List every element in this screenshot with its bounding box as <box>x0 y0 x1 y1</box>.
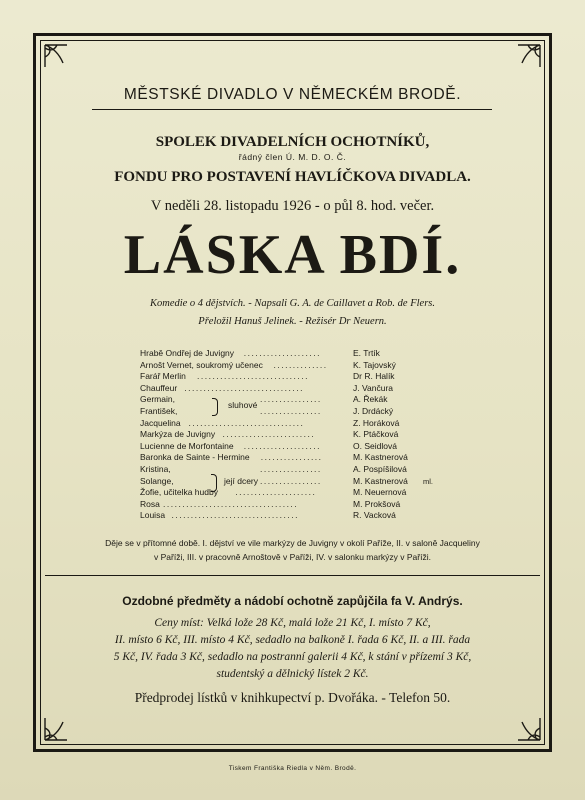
servants-brace <box>212 398 218 416</box>
corner-ornament-icon <box>43 43 69 69</box>
corner-ornament-icon <box>516 43 542 69</box>
cast-actor: Z. Horáková <box>353 417 400 428</box>
credits-authors: Komedie o 4 dějstvích. - Napsali G. A. de Caillavet a Rob. de Flers. <box>149 298 435 309</box>
cast-actor: M. Kastnerová <box>353 475 408 486</box>
play-title: LÁSKA BDÍ. <box>123 224 462 286</box>
cast-leader-dots: ................ <box>260 406 322 416</box>
cast-role: Žofie, učitelka hudby <box>140 487 218 498</box>
daughters-group-label: její dcery <box>224 476 259 486</box>
cast-role: Solange, <box>140 475 174 486</box>
cast-leader-dots: ............................. <box>197 371 309 382</box>
cast-actor: M. Prokšová <box>353 498 401 509</box>
cast-actor: A. Pospíšilová <box>353 464 407 474</box>
cast-actor: K. Ptáčková <box>353 429 399 440</box>
theatre-underline <box>92 109 492 110</box>
servants-group-label: sluhové <box>228 400 258 410</box>
cast-actor: J. Vančura <box>353 382 394 393</box>
cast-actor-note: ml. <box>423 476 433 486</box>
cast-leader-dots: ................ <box>260 394 322 405</box>
theatre-name: MĚSTSKÉ DIVADLO V NĚMECKÉM BRODĚ. <box>123 86 462 103</box>
price-line-3: 5 Kč, IV. řada 3 Kč, sedadlo na postranní galerii 4 Kč, k stání v přízemí 3 Kč, <box>113 651 472 663</box>
corner-ornament-icon <box>43 716 69 742</box>
cast-actor: K. Tajovský <box>353 359 396 370</box>
printer-credit: Tiskem Františka Riedla v Něm. Brodě. <box>228 765 357 772</box>
price-line-1: Ceny míst: Velká lože 28 Kč, malá lože 21 Kč, I. místo 7 Kč, <box>154 617 431 629</box>
price-line-2: II. místo 6 Kč, III. místo 4 Kč, sedadlo na balkoně I. řada 6 Kč, II. a III. řada <box>114 634 471 646</box>
price-line-4: studentský a dělnický lístek 2 Kč. <box>216 668 369 680</box>
cast-leader-dots: .................... <box>243 348 321 358</box>
cast-role: Baronka de Sainte - Hermine <box>140 452 250 463</box>
cast-role: Lucienne de Morfontaine <box>140 440 234 451</box>
cast-actor: A. Řekák <box>353 394 388 405</box>
props-credit: Ozdobné předměty a nádobí ochotně zapůjčila fa V. Andrýs. <box>122 594 463 608</box>
presale-info: Předprodej lístků v knihkupectví p. Dvořáka. - Telefon 50. <box>134 690 451 705</box>
cast-role: Markýza de Juvigny <box>140 429 216 440</box>
cast-leader-dots: ................................. <box>171 510 299 521</box>
cast-role: Rosa <box>140 498 160 509</box>
cast-role: Hrabě Ondřej de Juvigny <box>140 348 235 358</box>
cast-leader-dots: ........................ <box>222 429 316 440</box>
cast-role: Louisa <box>140 510 166 521</box>
cast-leader-dots: ................ <box>260 464 322 474</box>
cast-role: Chauffeur <box>140 382 178 393</box>
cast-leader-dots: .............................. <box>188 417 305 428</box>
cast-leader-dots: ................................... <box>163 498 299 509</box>
cast-actor: E. Trtík <box>353 348 380 358</box>
cast-leader-dots: ................ <box>260 475 322 486</box>
cast-role: Farář Merlin <box>140 371 186 382</box>
cast-actor: Dr R. Halík <box>353 371 395 382</box>
cast-role: Germain, <box>140 394 175 405</box>
cast-leader-dots: ............................... <box>184 382 304 393</box>
cast-role: Jacquelina <box>140 417 181 428</box>
cast-leader-dots: ..................... <box>235 487 317 498</box>
cast-leader-dots: .................... <box>243 440 321 451</box>
society-name: SPOLEK DIVADELNÍCH OCHOTNÍKŮ, <box>155 134 430 150</box>
cast-role: Kristina, <box>140 464 171 474</box>
cast-actor: J. Drdácký <box>353 406 394 416</box>
setting-line-2: v Paříži, III. v pracovně Arnoštově v Paříži, IV. v salonku markýzy v Paříži. <box>154 552 431 562</box>
cast-actor: M. Kastnerová <box>353 452 408 463</box>
corner-ornament-icon <box>516 716 542 742</box>
performance-datetime: V neděli 28. listopadu 1926 - o půl 8. hod. večer. <box>150 198 435 214</box>
cast-role: František, <box>140 406 178 416</box>
fund-name: FONDU PRO POSTAVENÍ HAVLÍČKOVA DIVADLA. <box>114 169 471 185</box>
cast-actor: M. Neuernová <box>353 487 407 498</box>
cast-role: Arnošt Vernet, soukromý učenec <box>140 359 263 370</box>
cast-leader-dots: ................ <box>260 452 323 463</box>
cast-actor: O. Seidlová <box>353 440 397 451</box>
daughters-brace <box>211 474 217 492</box>
cast-leader-dots: .............. <box>273 359 328 370</box>
setting-line-1: Děje se v přítomné době. I. dějství ve vile markýzy de Juvigny v okolí Paříže, II. v saloně Jacqueliny <box>105 538 480 548</box>
section-divider <box>45 575 540 576</box>
membership-note: řádný člen Ú. M. D. O. Č. <box>238 152 347 162</box>
cast-actor: R. Vacková <box>353 510 396 521</box>
credits-translator-director: Přeložil Hanuš Jelinek. - Režisér Dr Neuern. <box>198 316 387 327</box>
